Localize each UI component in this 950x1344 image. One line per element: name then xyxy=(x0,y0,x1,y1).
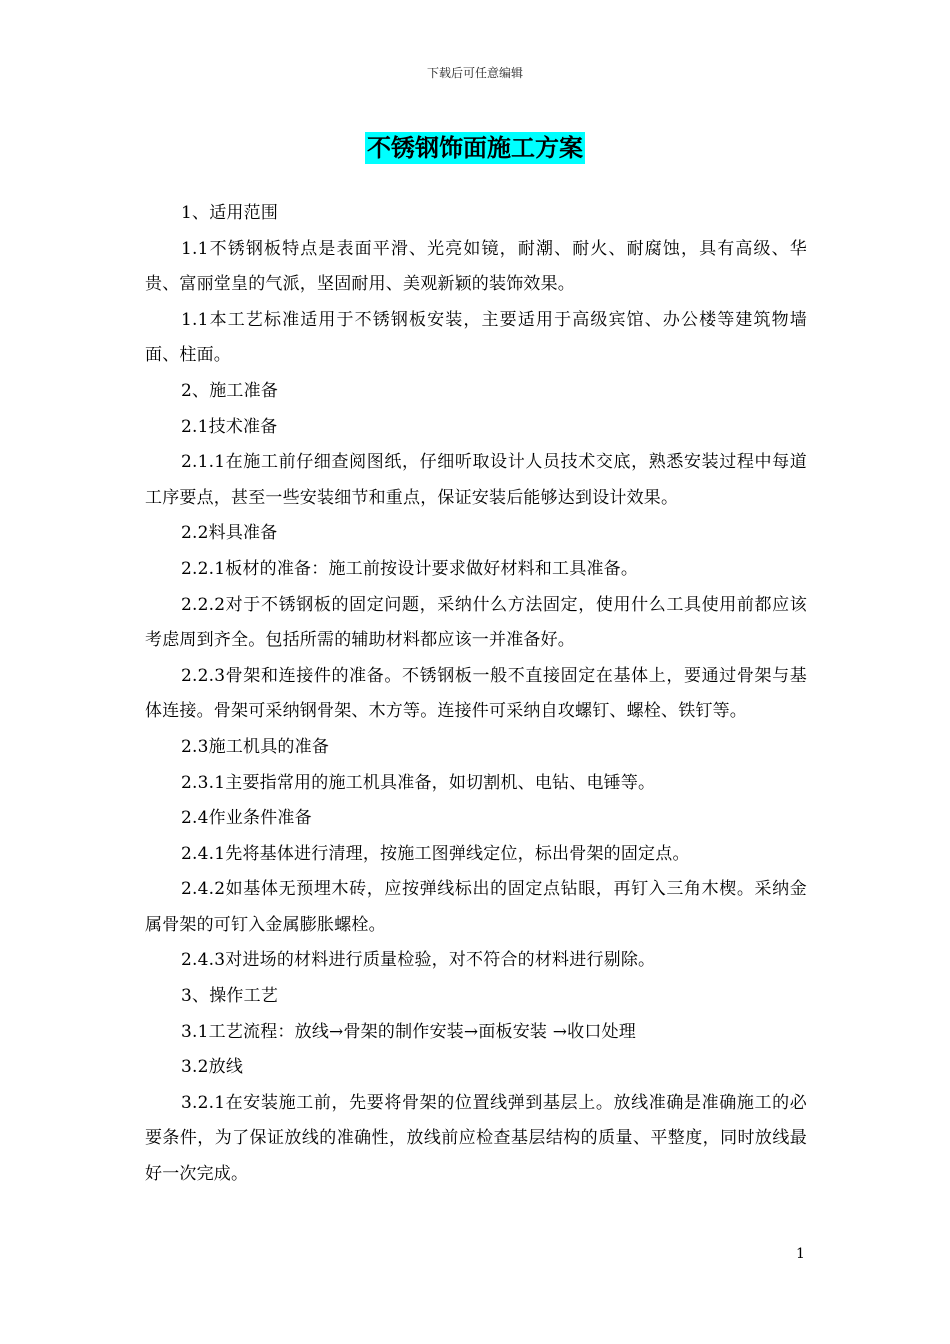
paragraph: 2.1.1在施工前仔细查阅图纸，仔细听取设计人员技术交底，熟悉安装过程中每道工序要点，甚至一些安装细节和重点，保证安装后能够达到设计效果。 xyxy=(145,452,807,508)
paragraph: 2.4.2如基体无预埋木砖，应按弹线标出的固定点钻眼，再钉入三角木楔。采纳金属骨架的可钉入金属膨胀螺栓。 xyxy=(145,879,807,935)
paragraph: 2.2.2对于不锈钢板的固定问题，采纳什么方法固定，使用什么工具使用前都应该考虑周到齐全。包括所需的辅助材料都应该一并准备好。 xyxy=(145,594,807,651)
paragraph: 2.4.1先将基体进行清理，按施工图弹线定位，标出骨架的固定点。 xyxy=(181,843,690,864)
paragraph: 2.2.1板材的准备：施工前按设计要求做好材料和工具准备。 xyxy=(181,558,639,579)
title-container xyxy=(0,132,950,164)
document-title: 不锈钢饰面施工方案 xyxy=(367,133,583,162)
page-number: 1 xyxy=(796,1246,805,1262)
page-header-note: 下载后可任意编辑 xyxy=(426,66,523,80)
paragraph: 2、施工准备 xyxy=(181,380,279,401)
paragraph: 2.4.3对进场的材料进行质量检验，对不符合的材料进行剔除。 xyxy=(181,950,656,971)
paragraph: 1.1不锈钢板特点是表面平滑、光亮如镜，耐潮、耐火、耐腐蚀，具有高级、华贵、富丽堂皇的气派，坚固耐用、美观新颖的装饰效果。 xyxy=(145,238,807,295)
paragraph: 2.2.3骨架和连接件的准备。不锈钢板一般不直接固定在基体上，要通过骨架与基体连接。骨架可采纳钢骨架、木方等。连接件可采纳自攻螺钉、螺栓、铁钉等。 xyxy=(145,665,807,722)
paragraph: 1、适用范围 xyxy=(181,203,279,223)
paragraph: 1.1本工艺标准适用于不锈钢板安装，主要适用于高级宾馆、办公楼等建筑物墙面、柱面。 xyxy=(145,309,807,366)
paragraph: 2.1技术准备 xyxy=(181,416,278,437)
paragraph: 2.4作业条件准备 xyxy=(181,808,312,829)
paragraph: 3、操作工艺 xyxy=(181,986,279,1007)
paragraph: 3.2放线 xyxy=(181,1057,244,1078)
paragraph: 3.2.1在安装施工前，先要将骨架的位置线弹到基层上。放线准确是准确施工的必要条件，为了保证放线的准确性，放线前应检查基层结构的质量、平整度，同时放线最好一次完成。 xyxy=(145,1092,807,1185)
paragraph: 2.3.1主要指常用的施工机具准备，如切割机、电钻、电锤等。 xyxy=(181,772,656,793)
paragraph: 3.1工艺流程：放线→骨架的制作安装→面板安装 →收口处理 xyxy=(181,1021,636,1042)
paragraph: 2.2料具准备 xyxy=(181,523,278,544)
paragraph: 2.3施工机具的准备 xyxy=(181,736,330,757)
document-body xyxy=(145,196,807,1193)
